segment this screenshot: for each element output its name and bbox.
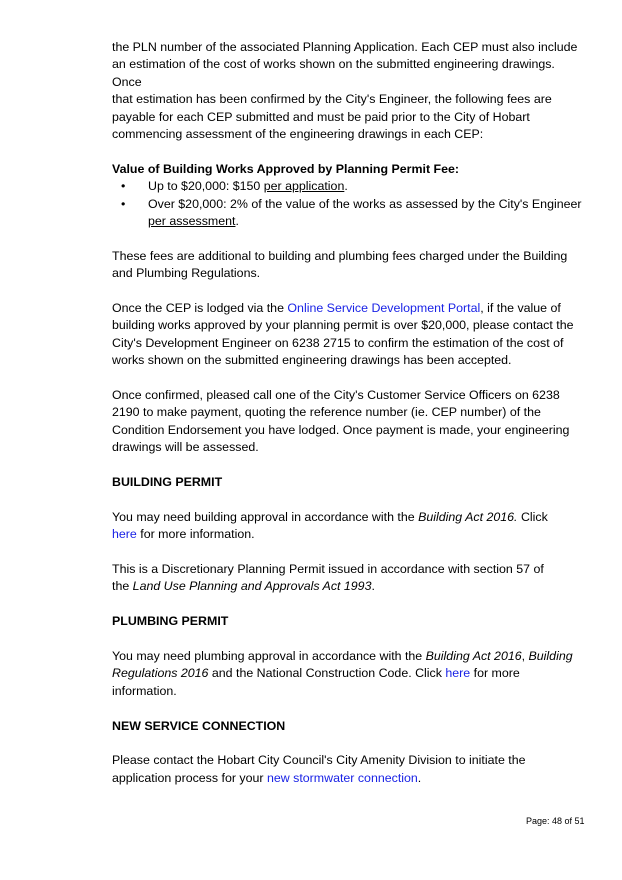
plumbing-text: , [521, 649, 529, 664]
discretionary-line: This is a Discretionary Planning Permit issued in accordance with section 57 of [112, 562, 544, 577]
bullet-icon: • [121, 196, 126, 211]
intro-line: commencing assessment of the engineering drawings in each CEP: [112, 127, 484, 142]
fee-item-tail: . [344, 179, 348, 194]
cep-lodged-line: building works approved by your planning permit is over $20,000, please contact the [112, 318, 574, 333]
fees-note-line: and Plumbing Regulations. [112, 266, 261, 281]
fee-item [112, 196, 582, 231]
building-act-title: Building Act 2016 [425, 649, 522, 664]
building-permit-line [112, 509, 582, 526]
cep-lodged-line [112, 300, 582, 317]
building-permit-paragraph [112, 509, 582, 544]
plumbing-text: and the National Construction Code. Click [208, 666, 446, 681]
plumbing-line [112, 665, 582, 682]
plumbing-text: You may need plumbing approval in accordance with the [112, 649, 426, 664]
fee-item-underlined: per assessment [148, 214, 236, 229]
building-permit-line [112, 526, 582, 543]
cep-lodged-text: , if the value of [480, 301, 561, 316]
intro-line: the PLN number of the associated Planning Application. Each CEP must also include [112, 40, 578, 54]
fee-list [112, 178, 582, 230]
fee-item-underlined: per application [263, 179, 345, 194]
fee-item-text: Up to $20,000: $150 [148, 179, 264, 194]
cep-lodged-text: Once the CEP is lodged via the [112, 301, 288, 316]
confirmed-line: drawings will be assessed. [112, 440, 259, 455]
page-number: Page: 48 of 51 [526, 816, 585, 826]
fee-item-text: Over $20,000: 2% of the value of the works as assessed by the City's Engineer [148, 196, 582, 211]
plumbing-info-link[interactable]: here [445, 666, 471, 681]
intro-line: payable for each CEP submitted and must be paid prior to the City of Hobart [112, 109, 530, 124]
cep-lodged-line: works shown on the submitted engineering drawings has been accepted. [112, 353, 512, 368]
confirmed-line: Once confirmed, pleased call one of the City's Customer Service Officers on 6238 [112, 388, 560, 403]
land-use-act-title: Land Use Planning and Approvals Act 1993 [132, 579, 372, 594]
fees-note-line: These fees are additional to building and plumbing fees charged under the Building [112, 248, 568, 263]
stormwater-connection-link[interactable]: new stormwater connection [266, 770, 418, 785]
cep-lodged-line: City's Development Engineer on 6238 2715 to confirm the estimation of the cost of [112, 335, 564, 350]
building-permit-text: Click [517, 509, 548, 524]
fee-item-tail: . [235, 214, 239, 229]
new-service-heading: NEW SERVICE CONNECTION [112, 718, 286, 733]
fee-heading: Value of Building Works Approved by Planning Permit Fee: [112, 161, 459, 176]
intro-line: an estimation of the cost of works shown on the submitted engineering drawings. Once [112, 57, 555, 89]
building-regulations-title: Regulations 2016 [112, 666, 209, 681]
building-regulations-title: Building [528, 649, 573, 664]
plumbing-line: information. [112, 683, 177, 698]
building-act-title: Building Act 2016. [418, 509, 518, 524]
confirmed-line: Condition Endorsement you have lodged. Once payment is made, your engineering [112, 422, 570, 437]
cep-lodged-paragraph [112, 300, 582, 370]
new-service-paragraph [112, 752, 582, 787]
plumbing-permit-paragraph [112, 648, 582, 700]
bullet-icon: • [121, 179, 126, 194]
building-permit-text: You may need building approval in accordance with the [112, 509, 419, 524]
fee-item [112, 178, 582, 195]
plumbing-text: for more [470, 666, 520, 681]
intro-paragraph [112, 39, 582, 143]
confirmed-line: 2190 to make payment, quoting the reference number (ie. CEP number) of the [112, 405, 541, 420]
page-content [112, 39, 582, 787]
discretionary-paragraph [112, 561, 582, 596]
new-service-line: Please contact the Hobart City Council's City Amenity Division to initiate the [112, 753, 526, 768]
new-service-text: . [417, 770, 422, 785]
new-service-line [112, 770, 582, 787]
discretionary-text: . [371, 579, 375, 594]
online-portal-link[interactable]: Online Service Development Portal [287, 301, 481, 316]
plumbing-line [112, 648, 582, 665]
plumbing-permit-heading: PLUMBING PERMIT [112, 614, 229, 629]
building-permit-heading: BUILDING PERMIT [112, 475, 223, 490]
fees-note-paragraph [112, 248, 582, 283]
new-service-text: application process for your [112, 770, 267, 785]
intro-line: that estimation has been confirmed by the City's Engineer, the following fees are [112, 92, 552, 107]
building-info-link[interactable]: here [112, 527, 137, 542]
building-permit-text: for more information. [136, 527, 255, 542]
discretionary-text: the [112, 579, 133, 594]
discretionary-line [112, 578, 582, 595]
confirmed-paragraph [112, 387, 582, 457]
